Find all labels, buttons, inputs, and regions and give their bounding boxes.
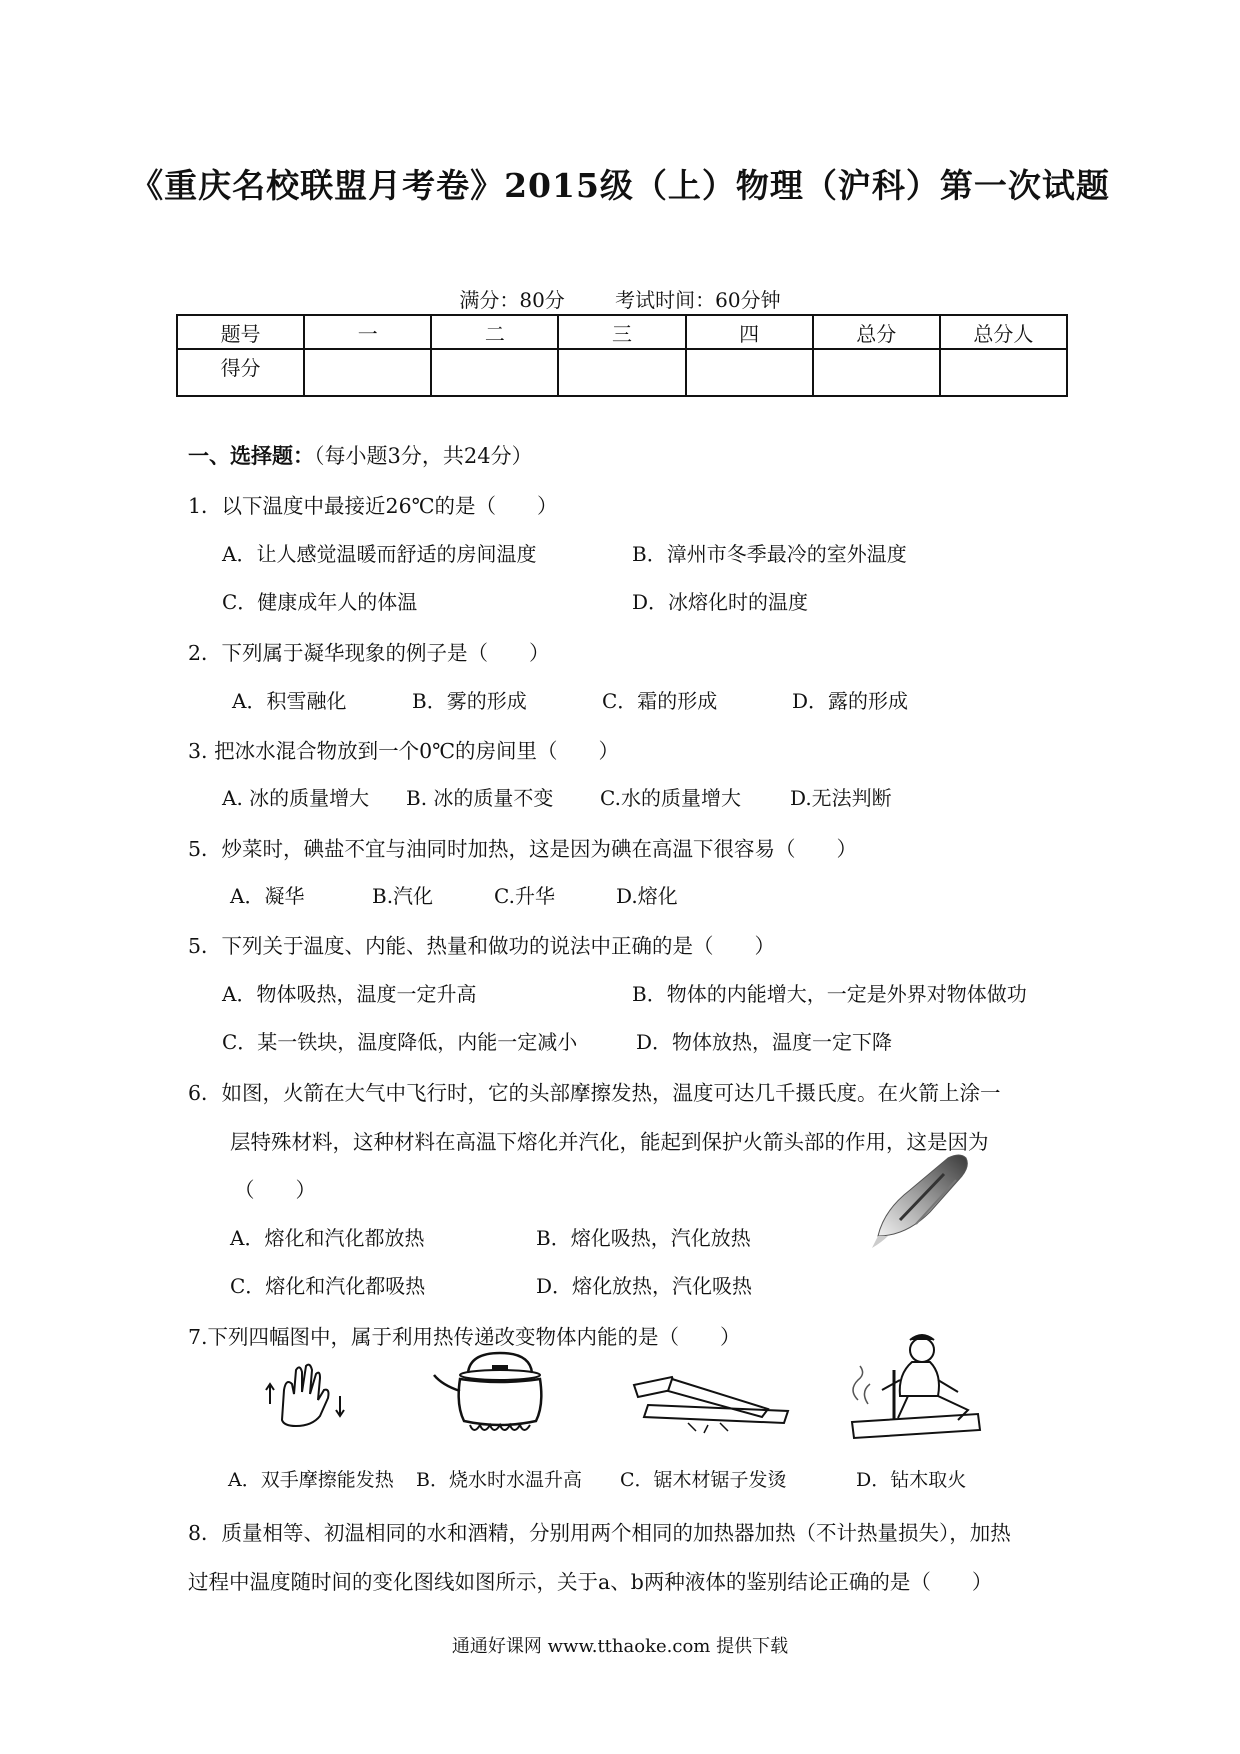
rocket-illustration: [870, 1150, 980, 1250]
question-stem-line3: （ ）: [234, 1178, 316, 1202]
option: D．冰熔化时的温度: [632, 590, 809, 614]
question-stem: 2．下列属于凝华现象的例子是（ ）: [188, 641, 550, 665]
page-title: 《重庆名校联盟月考卷》2015级（上）物理（沪科）第一次试题: [130, 166, 1110, 205]
score-cell: [558, 349, 685, 396]
option: A．熔化和汽化都放热: [230, 1226, 425, 1250]
score-table-header: 二: [431, 315, 558, 349]
option: B．雾的形成: [412, 689, 527, 713]
section-title: 一、选择题：: [188, 443, 314, 468]
sawing-wood-figure: [628, 1365, 798, 1435]
drilling-wood-figure: [838, 1330, 988, 1442]
option: B.汽化: [372, 884, 434, 908]
score-table-header: 题号: [177, 315, 304, 349]
option: A．凝华: [230, 884, 305, 908]
option: C．霜的形成: [602, 689, 718, 713]
rubbing-hands-figure: [262, 1360, 352, 1430]
score-cell: [940, 349, 1067, 396]
option: C.水的质量增大: [600, 786, 741, 810]
question-stem: 6．如图，火箭在大气中飞行时，它的头部摩擦发热，温度可达几千摄氏度。在火箭上涂一: [188, 1081, 1001, 1105]
score-row-label: 得分: [177, 349, 304, 396]
score-cell: [431, 349, 558, 396]
option: C．熔化和汽化都吸热: [230, 1274, 426, 1298]
option: B．物体的内能增大，一定是外界对物体做功: [632, 982, 1027, 1006]
option: A．积雪融化: [232, 689, 347, 713]
option: D．露的形成: [792, 689, 909, 713]
question-stem: 5．下列关于温度、内能、热量和做功的说法中正确的是（ ）: [188, 934, 776, 958]
option: C．某一铁块，温度降低，内能一定减小: [222, 1030, 578, 1054]
option: B. 冰的质量不变: [406, 786, 554, 810]
full-score: 满分：80分: [459, 288, 565, 312]
exam-time: 考试时间：60分钟: [615, 288, 781, 312]
figure-caption: A．双手摩擦能发热: [228, 1469, 394, 1491]
option: A．让人感觉温暖而舒适的房间温度: [222, 542, 537, 566]
question-stem-line2: 层特殊材料，这种材料在高温下熔化并汽化，能起到保护火箭头部的作用，这是因为: [230, 1130, 989, 1154]
score-cell: [304, 349, 431, 396]
option: D．物体放热，温度一定下降: [636, 1030, 893, 1054]
score-table: [176, 314, 1068, 397]
figure-caption: B．烧水时水温升高: [416, 1469, 582, 1491]
page-footer: 通通好课网 www.tthaoke.com 提供下载: [451, 1636, 789, 1657]
score-table-header: 三: [558, 315, 685, 349]
question-stem: 3. 把冰水混合物放到一个0℃的房间里（ ）: [188, 739, 620, 763]
option: C.升华: [494, 884, 555, 908]
exam-meta: [0, 284, 1240, 313]
question-stem: 1．以下温度中最接近26℃的是（ ）: [188, 494, 558, 518]
question-stem: 7.下列四幅图中，属于利用热传递改变物体内能的是（ ）: [188, 1325, 741, 1349]
score-cell: [813, 349, 940, 396]
question-stem: 5．炒菜时，碘盐不宜与油同时加热，这是因为碘在高温下很容易（ ）: [188, 837, 858, 861]
figure-caption: C．锯木材锯子发烫: [620, 1469, 787, 1491]
option: D.熔化: [616, 884, 678, 908]
option: D.无法判断: [790, 786, 892, 810]
option: A．物体吸热，温度一定升高: [222, 982, 477, 1006]
score-table-header: 四: [686, 315, 813, 349]
score-table-header-row: [177, 315, 1067, 349]
option: D．熔化放热，汽化吸热: [536, 1274, 753, 1298]
option: A. 冰的质量增大: [222, 786, 370, 810]
section-note: （每小题3分，共24分）: [314, 444, 533, 468]
question-stem-line2: 过程中温度随时间的变化图线如图所示，关于a、b两种液体的鉴别结论正确的是（ ）: [188, 1570, 993, 1594]
kettle-figure: [430, 1345, 570, 1440]
score-table-score-row: [177, 349, 1067, 396]
score-table-header: 总分人: [940, 315, 1067, 349]
score-cell: [686, 349, 813, 396]
question-stem: 8．质量相等、初温相同的水和酒精，分别用两个相同的加热器加热（不计热量损失），加热: [188, 1521, 1011, 1545]
score-table-header: 一: [304, 315, 431, 349]
score-table-header: 总分: [813, 315, 940, 349]
option: B．漳州市冬季最冷的室外温度: [632, 542, 907, 566]
section-heading: [188, 440, 533, 470]
figure-caption: D．钻木取火: [856, 1469, 967, 1491]
option: B．熔化吸热，汽化放热: [536, 1226, 751, 1250]
option: C．健康成年人的体温: [222, 590, 418, 614]
